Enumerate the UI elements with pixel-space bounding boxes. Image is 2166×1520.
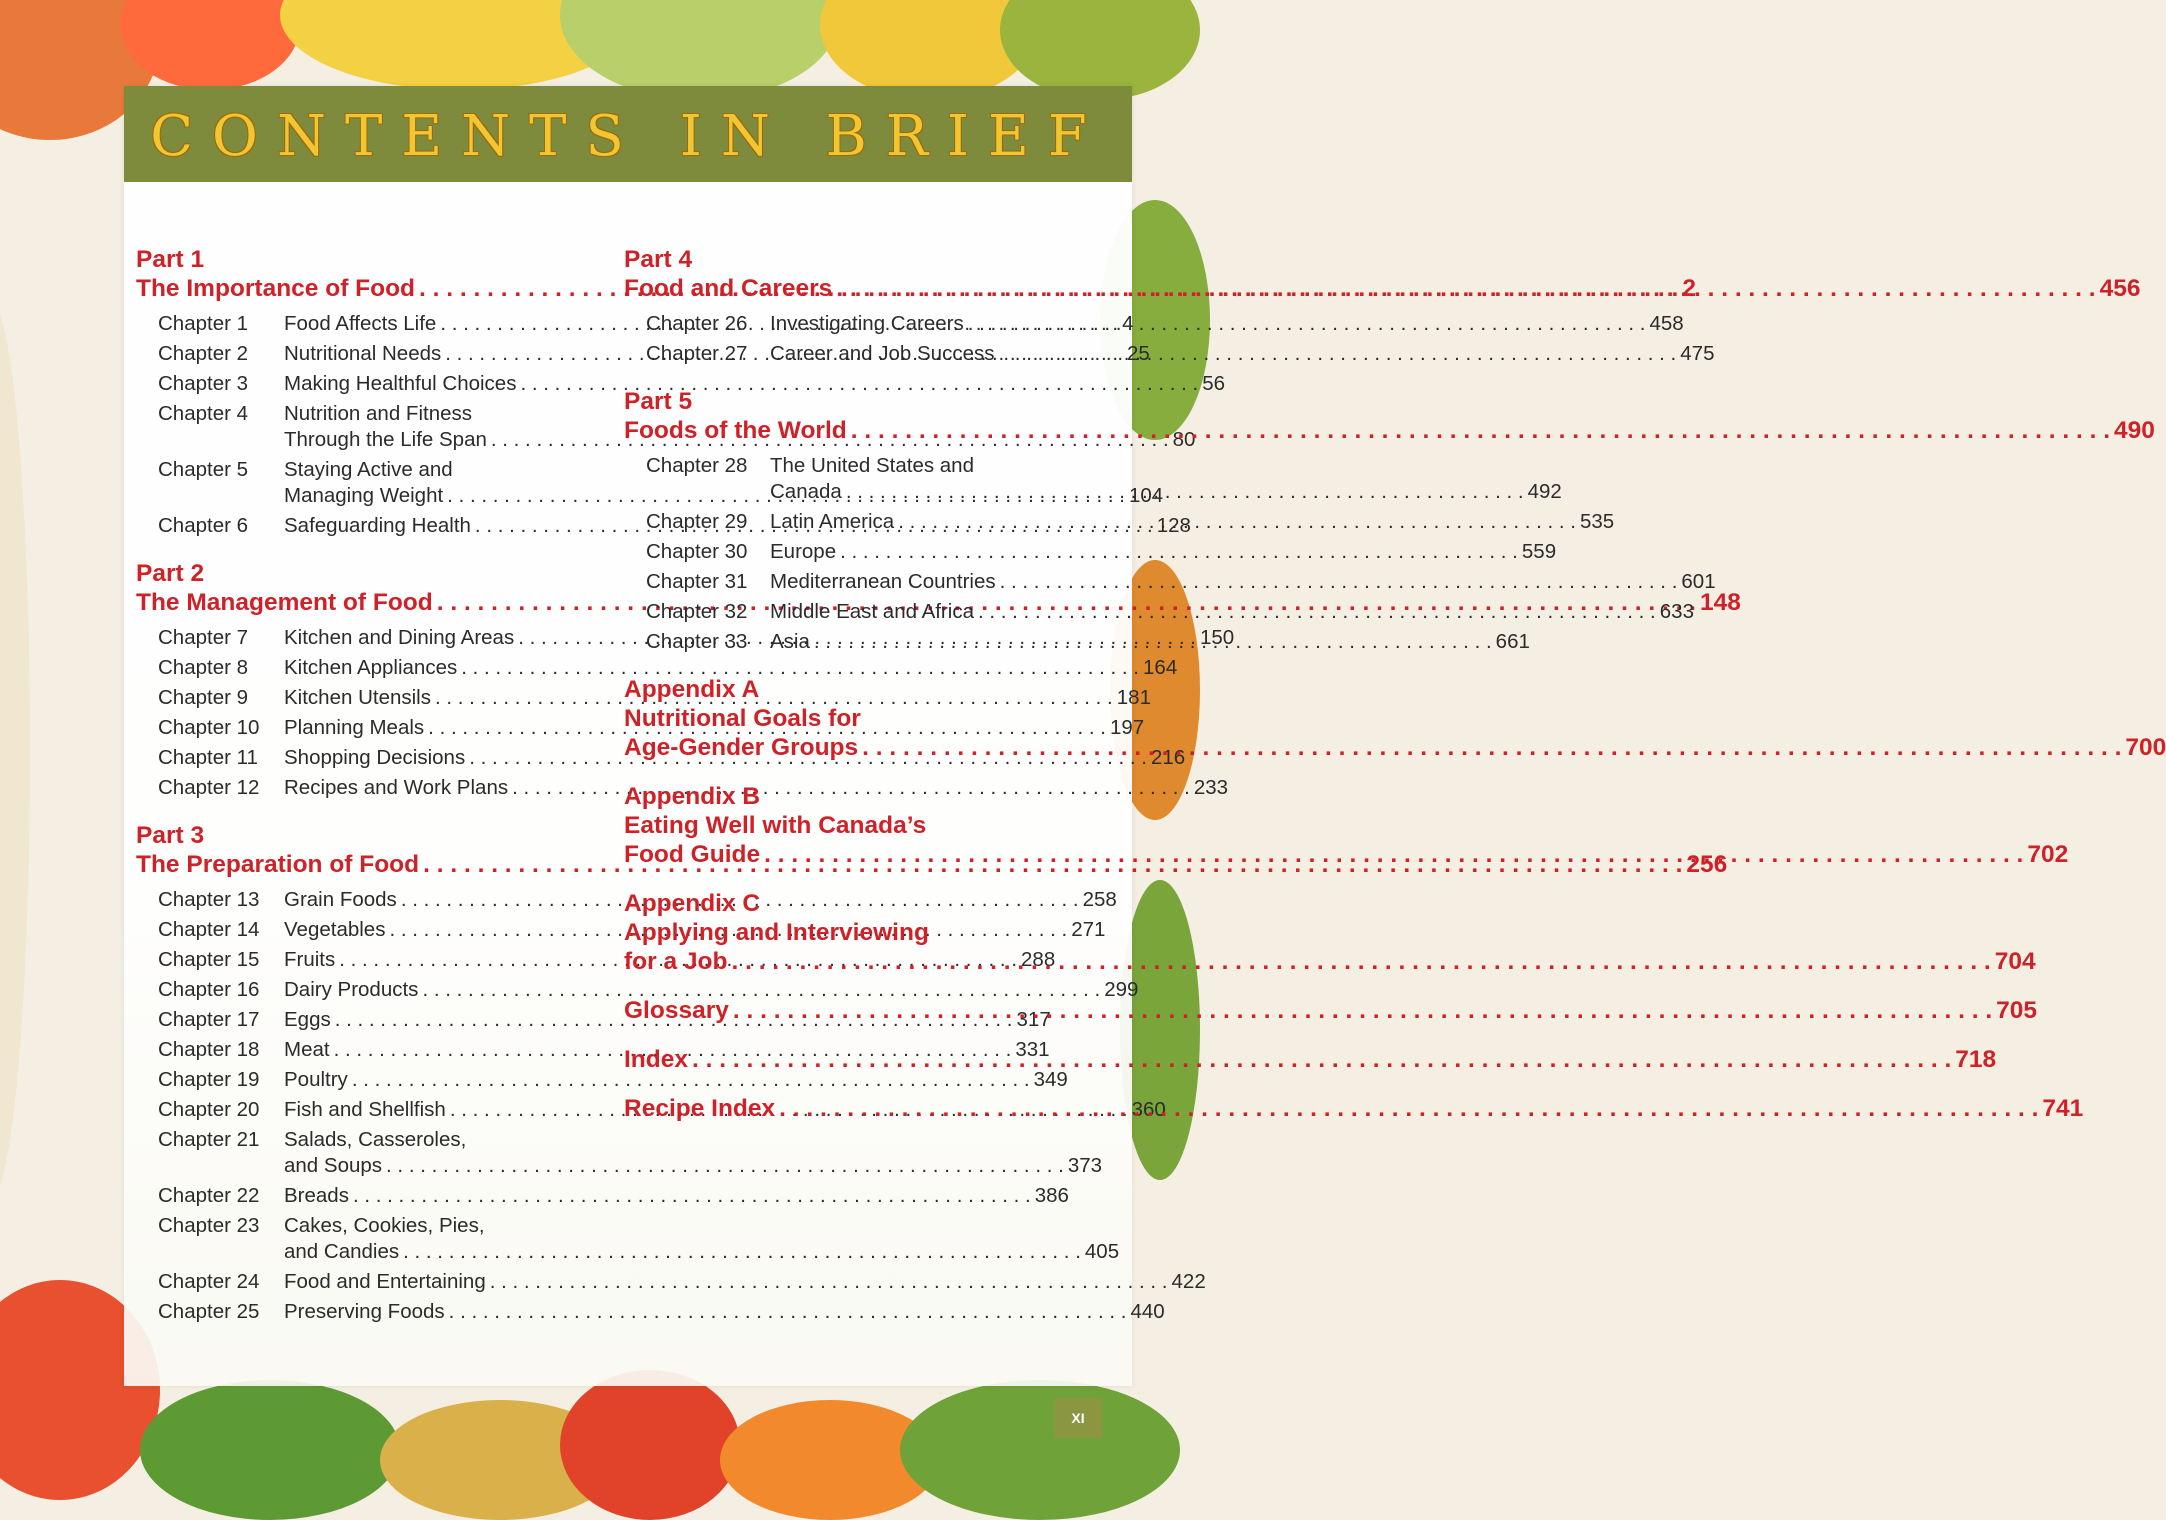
chapter-page-number: 150 xyxy=(1200,626,1235,649)
chapter-number: Chapter 12 xyxy=(158,776,260,799)
part-page-number: 741 xyxy=(2042,1095,2084,1122)
part-page-number: 705 xyxy=(1996,997,2038,1024)
chapter-number: Chapter 15 xyxy=(158,948,260,971)
part-title: Food and Careers xyxy=(624,275,833,302)
part-title: The Management of Food xyxy=(136,589,433,616)
chapter-page-number: 535 xyxy=(1579,510,1615,533)
chapter-title xyxy=(284,1299,1165,1325)
chapter-title-text: and Soups xyxy=(284,1154,383,1177)
chapter-page-number: 633 xyxy=(1659,600,1694,623)
chapter-number: Chapter 25 xyxy=(158,1300,260,1323)
dot-leader xyxy=(898,509,1576,535)
chapter-number: Chapter 4 xyxy=(158,402,249,425)
chapter-title-text: Middle East and Africa xyxy=(770,600,974,623)
part-page-number: 456 xyxy=(2099,275,2141,302)
chapter-title-text: Preserving Foods xyxy=(284,1300,445,1323)
chapter-title-text: Staying Active and xyxy=(284,458,453,481)
chapter-title-text: Europe xyxy=(770,540,837,563)
chapter-number: Chapter 11 xyxy=(158,746,258,769)
part-title-link[interactable] xyxy=(624,274,2141,303)
chapter-title-line xyxy=(770,569,1716,595)
chapter-number: Chapter 13 xyxy=(158,888,260,911)
chapter-page-number: 288 xyxy=(1021,948,1056,971)
chapter-title xyxy=(770,569,1716,595)
part-title-link[interactable] xyxy=(624,947,2036,976)
chapter-title-text: Making Healthful Choices xyxy=(284,372,517,395)
part-label: Appendix B xyxy=(624,783,761,810)
dot-leader xyxy=(403,1239,1081,1265)
chapter-number: Chapter 14 xyxy=(158,918,260,941)
chapter-page-number: 331 xyxy=(1015,1038,1050,1061)
dot-leader xyxy=(851,416,2110,445)
part-title: Age-Gender Groups xyxy=(624,734,859,761)
chapter-page-number: 373 xyxy=(1067,1154,1103,1177)
part-label: Appendix C xyxy=(624,890,761,917)
part-label: Part 5 xyxy=(624,388,693,415)
chapter-title-text: Asia xyxy=(770,630,810,653)
chapter-title-text: Investigating Careers xyxy=(770,312,964,335)
part-title: Foods of the World xyxy=(624,417,847,444)
chapter-title-text: Fish and Shellfish xyxy=(284,1098,446,1121)
part-page-number: 2 xyxy=(1682,275,1696,302)
chapter-title-line xyxy=(770,453,1562,479)
chapter-page-number: 299 xyxy=(1104,978,1139,1001)
chapter-title-line xyxy=(770,599,1694,625)
chapter-title-text: The United States and xyxy=(770,454,974,477)
chapter-title-text: Meat xyxy=(284,1038,330,1061)
chapter-title-text: Food and Entertaining xyxy=(284,1270,486,1293)
chapter-entry[interactable] xyxy=(646,311,1684,337)
chapter-page-number: 4 xyxy=(1122,312,1134,335)
chapter-page-number: 164 xyxy=(1143,656,1178,679)
part-title: Recipe Index xyxy=(624,1095,776,1122)
dot-leader xyxy=(353,1183,1031,1209)
title-band xyxy=(124,86,1132,182)
chapter-entry[interactable] xyxy=(158,1299,1165,1325)
chapter-number: Chapter 2 xyxy=(158,342,249,365)
chapter-number: Chapter 18 xyxy=(158,1038,260,1061)
chapter-number: Chapter 29 xyxy=(646,510,748,533)
part-title: The Preparation of Food xyxy=(136,851,420,878)
chapter-number: Chapter 27 xyxy=(646,342,748,365)
part-title: Food Guide xyxy=(624,841,761,868)
chapter-page-number: 661 xyxy=(1495,630,1530,653)
chapter-number: Chapter 10 xyxy=(158,716,260,739)
chapter-title-text: Planning Meals xyxy=(284,716,425,739)
dot-leader xyxy=(733,996,1992,1025)
chapter-number: Chapter 21 xyxy=(158,1128,260,1151)
dot-leader xyxy=(840,539,1518,565)
dot-leader xyxy=(779,1094,2038,1123)
chapter-title-text: Managing Weight xyxy=(284,484,444,507)
chapter-title-line xyxy=(284,1183,1069,1209)
chapter-title-text: Poultry xyxy=(284,1068,348,1091)
chapter-number: Chapter 19 xyxy=(158,1068,260,1091)
chapter-title-text: Safeguarding Health xyxy=(284,514,471,537)
toc-part xyxy=(624,996,2038,1025)
part-title: Index xyxy=(624,1046,688,1073)
chapter-number: Chapter 33 xyxy=(646,630,748,653)
chapter-page-number: 317 xyxy=(1016,1008,1051,1031)
chapter-entry[interactable] xyxy=(158,977,1139,1003)
dot-leader xyxy=(692,1045,1951,1074)
chapter-title-line xyxy=(284,1239,1119,1265)
dot-leader xyxy=(490,1269,1168,1295)
chapter-title-line xyxy=(770,311,1684,337)
chapter-title-text: Mediterranean Countries xyxy=(770,570,996,593)
chapter-title-text: Latin America xyxy=(770,510,895,533)
part-page-number: 490 xyxy=(2114,417,2155,444)
chapter-number: Chapter 32 xyxy=(646,600,748,623)
chapter-title-text: Breads xyxy=(284,1184,349,1207)
chapter-entry[interactable] xyxy=(158,371,1226,397)
chapter-page-number: 349 xyxy=(1033,1068,1068,1091)
chapter-page-number: 475 xyxy=(1680,342,1715,365)
chapter-page-number: 25 xyxy=(1127,342,1150,365)
chapter-title xyxy=(770,599,1694,625)
part-title-link[interactable] xyxy=(624,1045,1997,1074)
chapter-entry[interactable] xyxy=(158,1213,1120,1265)
chapter-page-number: 258 xyxy=(1082,888,1117,911)
chapter-entry[interactable] xyxy=(158,1127,1103,1179)
part-label: Part 2 xyxy=(136,560,205,587)
chapter-title-text: and Candies xyxy=(284,1240,400,1263)
chapter-title xyxy=(770,629,1530,655)
chapter-page-number: 405 xyxy=(1084,1240,1120,1263)
dot-leader xyxy=(731,947,1990,976)
part-title-line: Eating Well with Canada’s xyxy=(624,812,927,839)
dot-leader xyxy=(846,479,1524,505)
dot-leader xyxy=(836,274,2095,303)
dot-leader xyxy=(968,311,1646,337)
chapter-number: Chapter 6 xyxy=(158,514,249,537)
chapter-number: Chapter 24 xyxy=(158,1270,260,1293)
chapter-page-number: 104 xyxy=(1128,484,1164,507)
chapter-number: Chapter 30 xyxy=(646,540,748,563)
chapter-title-line xyxy=(770,341,1714,367)
chapter-title-line xyxy=(284,1269,1206,1295)
chapter-title-text: Career and Job Success xyxy=(770,342,995,365)
chapter-title-text: Nutritional Needs xyxy=(284,342,442,365)
chapter-page-number: 271 xyxy=(1071,918,1106,941)
dot-leader xyxy=(1000,569,1678,595)
chapter-number: Chapter 31 xyxy=(646,570,748,593)
part-title-line: Applying and Interviewing xyxy=(624,919,929,946)
chapter-title xyxy=(284,1213,1119,1265)
chapter-title-text: Kitchen Utensils xyxy=(284,686,431,709)
chapter-title xyxy=(770,311,1684,337)
chapter-number: Chapter 20 xyxy=(158,1098,260,1121)
chapter-title-text: Canada xyxy=(770,480,842,503)
dot-leader xyxy=(449,1299,1127,1325)
part-label: Appendix A xyxy=(624,676,760,703)
chapter-title-text: Grain Foods xyxy=(284,888,397,911)
dot-leader xyxy=(814,629,1492,655)
chapter-number: Chapter 7 xyxy=(158,626,249,649)
chapter-entry[interactable] xyxy=(646,569,1716,595)
part-label: Part 1 xyxy=(136,246,205,273)
chapter-title-text: Eggs xyxy=(284,1008,331,1031)
part-title-link[interactable] xyxy=(624,996,2038,1025)
chapter-page-number: 80 xyxy=(1172,428,1196,451)
chapter-title-text: Through the Life Span xyxy=(284,428,487,451)
dot-leader xyxy=(998,341,1676,367)
chapter-page-number: 216 xyxy=(1150,746,1186,769)
part-page-number: 148 xyxy=(1700,589,1741,616)
chapter-title-line xyxy=(770,629,1530,655)
chapter-page-number: 128 xyxy=(1156,514,1191,537)
chapter-title-text: Cakes, Cookies, Pies, xyxy=(284,1214,485,1237)
part-label: Part 4 xyxy=(624,246,693,273)
toc-part xyxy=(624,1045,1997,1074)
chapter-page-number: 56 xyxy=(1202,372,1226,395)
chapter-page-number: 422 xyxy=(1171,1270,1206,1293)
chapter-title-line xyxy=(284,1153,1102,1179)
part-title: Glossary xyxy=(624,997,729,1024)
chapter-entry[interactable] xyxy=(646,599,1694,625)
part-page-number: 704 xyxy=(1994,948,2036,975)
chapter-page-number: 440 xyxy=(1130,1300,1165,1323)
chapter-number: Chapter 16 xyxy=(158,978,260,1001)
chapter-page-number: 386 xyxy=(1034,1184,1069,1207)
chapter-page-number: 360 xyxy=(1131,1098,1166,1121)
part-label: Part 3 xyxy=(136,822,205,849)
chapter-number: Chapter 3 xyxy=(158,372,249,395)
dot-leader xyxy=(978,599,1656,625)
chapter-title-text: Shopping Decisions xyxy=(284,746,466,769)
part-page-number: 718 xyxy=(1955,1046,1997,1073)
chapter-entry[interactable] xyxy=(158,1067,1068,1093)
chapter-title-text: Recipes and Work Plans xyxy=(284,776,509,799)
chapter-number: Chapter 1 xyxy=(158,312,249,335)
chapter-page-number: 233 xyxy=(1193,776,1229,799)
chapter-page-number: 601 xyxy=(1681,570,1716,593)
chapter-number: Chapter 5 xyxy=(158,458,249,481)
part-page-number: 256 xyxy=(1686,851,1728,878)
chapter-entry[interactable] xyxy=(646,539,1557,565)
chapter-title-text: Vegetables xyxy=(284,918,386,941)
chapter-title-line xyxy=(284,1299,1165,1325)
chapter-page-number: 492 xyxy=(1527,480,1562,503)
chapter-page-number: 197 xyxy=(1109,716,1145,739)
chapter-page-number: 181 xyxy=(1116,686,1151,709)
page-folio: XI xyxy=(1054,1398,1102,1438)
chapter-number: Chapter 17 xyxy=(158,1008,260,1031)
chapter-title-text: Nutrition and Fitness xyxy=(284,402,473,425)
chapter-page-number: 458 xyxy=(1649,312,1684,335)
part-title: for a Job xyxy=(624,948,728,975)
chapter-title xyxy=(770,509,1614,535)
part-title-line: Nutritional Goals for xyxy=(624,705,861,732)
chapter-title-line xyxy=(770,509,1614,535)
part-page-number: 702 xyxy=(2027,841,2069,868)
chapter-title-line xyxy=(770,479,1562,505)
chapter-title xyxy=(770,453,1562,505)
chapter-title-text: Salads, Casseroles, xyxy=(284,1128,467,1151)
chapter-number: Chapter 9 xyxy=(158,686,249,709)
dot-leader xyxy=(862,733,2121,762)
part-title: The Importance of Food xyxy=(136,275,416,302)
chapter-title-text: Kitchen Appliances xyxy=(284,656,458,679)
chapter-title-line xyxy=(284,1213,1119,1239)
dot-leader xyxy=(764,840,2023,869)
chapter-title-text: Fruits xyxy=(284,948,336,971)
chapter-number: Chapter 8 xyxy=(158,656,249,679)
chapter-title-text: Dairy Products xyxy=(284,978,419,1001)
chapter-entry[interactable] xyxy=(158,655,1178,681)
chapter-entry[interactable] xyxy=(158,1269,1206,1295)
chapter-number: Chapter 22 xyxy=(158,1184,260,1207)
chapter-title xyxy=(770,539,1556,565)
chapter-page-number: 559 xyxy=(1521,540,1557,563)
chapter-entry[interactable] xyxy=(158,1183,1069,1209)
chapter-number: Chapter 28 xyxy=(646,454,748,477)
part-page-number: 700 xyxy=(2125,734,2166,761)
chapter-title-line xyxy=(770,539,1556,565)
chapter-number: Chapter 26 xyxy=(646,312,748,335)
chapter-title xyxy=(770,341,1714,367)
page-title: CONTENTS IN BRIEF xyxy=(150,104,1106,169)
chapter-title xyxy=(284,1183,1069,1209)
chapter-number: Chapter 23 xyxy=(158,1214,260,1237)
chapter-title-text: Food Affects Life xyxy=(284,312,437,335)
chapter-title-text: Kitchen and Dining Areas xyxy=(284,626,515,649)
chapter-title xyxy=(284,1269,1206,1295)
dot-leader xyxy=(386,1153,1064,1179)
